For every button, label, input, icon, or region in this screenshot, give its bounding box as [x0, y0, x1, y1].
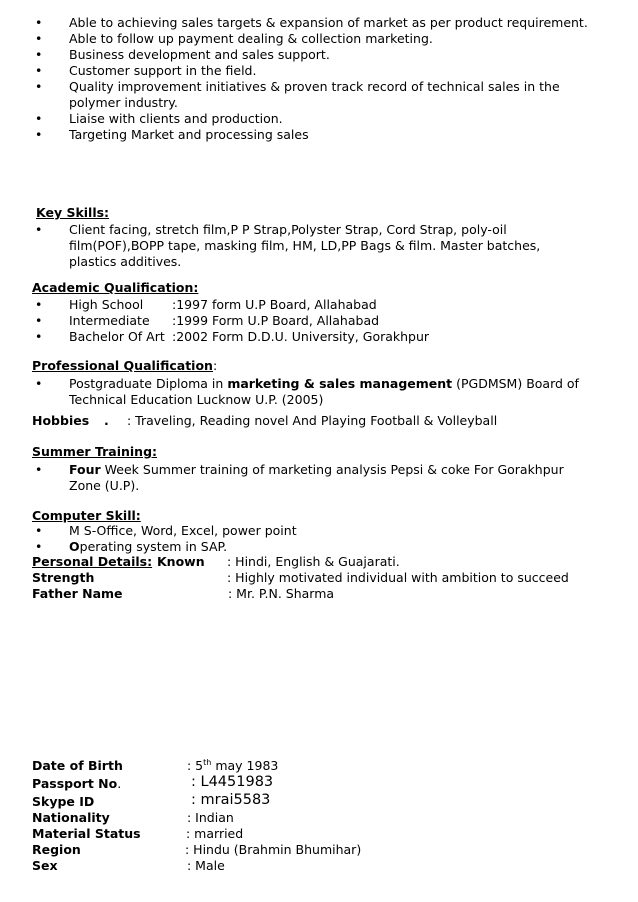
computer-item: M S-Office, Word, Excel, power point [69, 523, 297, 538]
summer-line [69, 462, 564, 478]
academic-detail: :2002 Form D.D.U. University, Gorakhpur [172, 329, 430, 344]
duty-item: Customer support in the field. [69, 63, 257, 78]
computer-item-rest: perating system in SAP. [79, 539, 228, 554]
hobbies-dot: . [104, 413, 109, 428]
dob-day: : 5 [187, 758, 204, 774]
personal-heading: Personal Details: [32, 554, 153, 569]
summer-line: Zone (U.P). [69, 478, 140, 493]
academic-name: Intermediate [69, 313, 150, 328]
computer-item-bold: O [69, 539, 80, 554]
region-label: Region [32, 842, 81, 857]
professional-line: Technical Education Lucknow U.P. (2005) [69, 392, 324, 407]
professional-post: (PGDMSM) Board of [452, 376, 579, 391]
strength-value: : Highly motivated individual with ambition to succeed [227, 570, 569, 585]
summer-bold: Four [69, 462, 101, 477]
dob-suffix: th [203, 758, 212, 767]
duty-item: Quality improvement initiatives & proven track record of technical sales in the [69, 79, 560, 94]
dob-label: Date of Birth [32, 758, 123, 773]
academic-detail: :1999 Form U.P Board, Allahabad [172, 313, 380, 328]
key-skills-line: plastics additives. [69, 254, 182, 269]
hobbies-value: : Traveling, Reading novel And Playing Football & Volleyball [127, 413, 498, 428]
computer-item [69, 539, 227, 555]
duty-item: Business development and sales support. [69, 47, 330, 62]
nationality-label: Nationality [32, 810, 110, 825]
dob-value [187, 758, 278, 773]
known-value: : Hindi, English & Guajarati. [227, 554, 400, 569]
marital-value: : married [186, 826, 244, 841]
professional-heading-suffix: : [212, 358, 218, 373]
nationality-value: : Indian [187, 810, 234, 825]
duty-item: Targeting Market and processing sales [69, 127, 309, 142]
sex-value: : Male [187, 858, 225, 873]
professional-bold: marketing & sales management [227, 376, 453, 391]
professional-line [69, 376, 579, 392]
hobbies-label: Hobbies [32, 413, 90, 428]
skype-label: Skype ID [32, 794, 95, 809]
known-label: Known [157, 554, 205, 569]
father-label: Father Name [32, 586, 123, 601]
professional-heading: Professional Qualification [32, 358, 213, 373]
sex-label: Sex [32, 858, 58, 873]
professional-pre: Postgraduate Diploma in [69, 376, 228, 391]
region-value: : Hindu (Brahmin Bhumihar) [185, 842, 362, 857]
passport-value: : L4451983 [191, 774, 274, 790]
duty-item: Able to follow up payment dealing & collection marketing. [69, 31, 433, 46]
duty-item-continued: polymer industry. [69, 95, 178, 110]
academic-heading: Academic Qualification: [32, 280, 199, 295]
skype-value: : mrai5583 [191, 792, 271, 808]
strength-label: Strength [32, 570, 95, 585]
computer-heading: Computer Skill: [32, 508, 141, 523]
professional-heading-row [32, 358, 217, 373]
marital-label: Material Status [32, 826, 141, 841]
academic-detail: :1997 form U.P Board, Allahabad [172, 297, 377, 312]
passport-dot: . [117, 776, 122, 791]
summer-rest: Week Summer training of marketing analysis Pepsi & coke For Gorakhpur [100, 462, 564, 477]
academic-name: Bachelor Of Art [69, 329, 165, 344]
father-value: : Mr. P.N. Sharma [228, 586, 335, 601]
duty-item: Able to achieving sales targets & expansion of market as per product requirement. [69, 15, 588, 30]
passport-label [32, 776, 121, 791]
key-skills-heading: Key Skills: [36, 205, 110, 220]
key-skills-line: Client facing, stretch film,P P Strap,Polyster Strap, Cord Strap, poly-oil [69, 222, 507, 237]
passport-label-text: Passport No [32, 776, 118, 791]
dob-rest: may 1983 [211, 758, 279, 774]
summer-heading: Summer Training: [32, 444, 158, 459]
academic-name: High School [69, 297, 144, 312]
duty-item: Liaise with clients and production. [69, 111, 283, 126]
key-skills-line: film(POF),BOPP tape, masking film, HM, LD,PP Bags & film. Master batches, [69, 238, 541, 253]
